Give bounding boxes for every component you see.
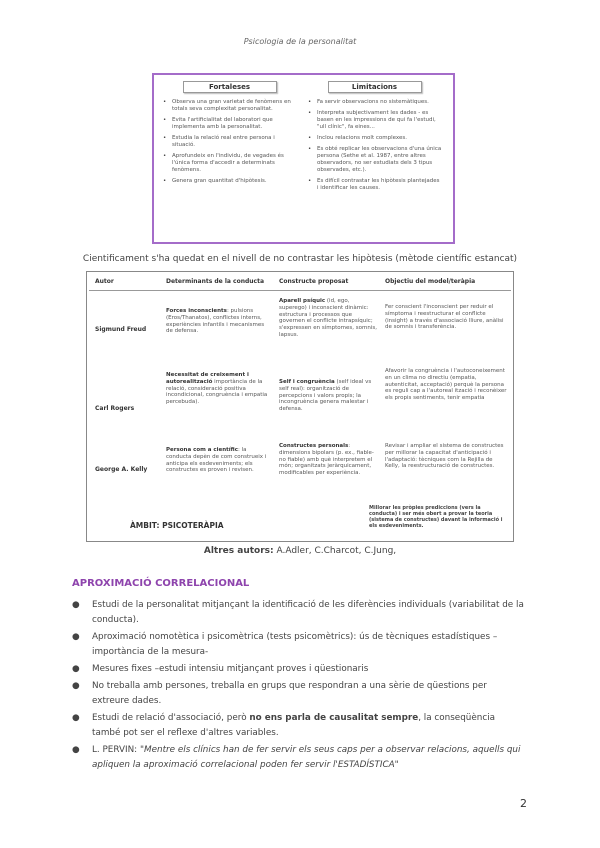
construct-text: : dimensions bipolars (p. ex., fiable-no fiable) amb què interpretem el món; organitzats jeràrquicament, modificables per experiència. — [279, 443, 374, 477]
construct-cell — [279, 443, 379, 477]
strengths-limitations-box — [152, 73, 455, 244]
bullet-text: , la conseqüència també pot ser el reflexe d'altres variables. — [92, 713, 496, 738]
quote-text: "Mentre els clínics han de fer servir els seus caps per a observar relacions, aquells qui apliquen la aproximació correlacional poden fer servir l'ESTADÍSTICA" — [92, 745, 521, 770]
author-rogers: Carl Rogers — [95, 405, 135, 412]
construct-text: (self ideal vs self real): organització de percepcions i valors propis; la incongruència genera malestar i defensa. — [279, 379, 372, 413]
bullet-icon: ● — [72, 632, 80, 642]
objective-cell: Afavorir la congruència i l'autoconeixement en un clima no directiu (empatia, autenticitat, acceptació) perquè la persona es reguli cap a l'autoreal ització i reconèixer els propis sentiments, tenir empatia — [385, 368, 507, 402]
limitation-item: • Es difícil contrastar les hipòtesis plantejades i identificar les causes. — [317, 178, 442, 192]
limitations-title: Limitacions — [328, 81, 422, 93]
bullet-icon: ● — [72, 681, 80, 691]
limitation-item: • Interpreta subjectivament les dades - es basen en les impressions de qui fa l'estudi, "ull clínic", fa eines... — [317, 110, 442, 131]
determinants-key: Persona com a científic — [166, 447, 239, 453]
bullet-icon: ● — [72, 713, 80, 723]
author-kelly: George A. Kelly — [95, 466, 148, 473]
strength-item: • Genera gran quantitat d'hipòtesis. — [172, 178, 297, 185]
bullet-text: Estudi de relació d'associació, però — [92, 713, 250, 723]
bullet-emphasis: no ens parla de causalitat sempre — [249, 713, 419, 723]
bullet-item — [72, 711, 526, 741]
table-note: Millorar les pròpies prediccions (vers la conducta) i ser més obert a provar la teoria (sistema de constructes) davant la informació i els esdeveniments. — [369, 505, 503, 529]
other-authors — [0, 546, 600, 556]
strength-item: • Observa una gran varietat de fenòmens en totals seva complexitat personalitat. — [172, 99, 297, 113]
header-construct: Constructe proposat — [279, 278, 349, 285]
strengths-column — [162, 81, 297, 189]
bullet-item — [72, 679, 526, 709]
correlational-bullets — [72, 598, 526, 775]
caption-scientific: Cientificament s'ha quedat en el nivell de no contrastar les hipòtesis (mètode científic estancat) — [82, 254, 518, 264]
page-header: Psicologia de la personalitat — [243, 37, 357, 46]
bullet-icon: ● — [72, 600, 80, 610]
limitations-column — [307, 81, 442, 196]
construct-key: Constructes personals — [279, 443, 349, 449]
construct-key: Self i congruència — [279, 379, 335, 385]
bullet-text: No treballa amb persones, treballa en grups que respondran a una sèrie de qüestions per extreure dades. — [92, 681, 487, 706]
quote-author: L. PERVIN: — [92, 745, 140, 755]
determinants-cell — [166, 372, 271, 406]
bullet-item — [72, 662, 526, 677]
ambit-label: ÀMBIT: PSICOTERÀPIA — [130, 521, 224, 530]
bullet-item — [72, 743, 526, 773]
construct-cell — [279, 379, 379, 413]
header-author: Autor — [95, 278, 114, 285]
bullet-text: Aproximació nomotètica i psicomètrica (tests psicomètrics): ús de tècniques estadístiques –importància de la mesura- — [92, 632, 498, 657]
strength-item: • Evita l'artificialitat del laboratori que implementa amb la personalitat. — [172, 117, 297, 131]
determinants-cell — [166, 308, 271, 335]
determinants-text: : pulsions (Eros/Thanatos), conflictes interns, experiències infantils i mecanismes de defensa. — [166, 308, 265, 335]
limitation-item: • Es obté replicar les observacions d'una única persona (Sethe et al. 1987, entre altres observadors, no ser estudiats dels 3 tipus observades, etc.). — [317, 146, 442, 174]
determinants-key: Forces inconscients — [166, 308, 227, 314]
objective-cell: Revisar i ampliar el sistema de constructes per millorar la capacitat d'anticipació i l'adaptació: tècniques com la Rejilla de Kelly, la reestructuració de constructes. — [385, 443, 504, 470]
determinants-cell — [166, 447, 271, 474]
limitation-item: • Inclou relacions molt complexes. — [317, 135, 442, 142]
other-authors-text: A.Adler, C.Charcot, C.Jung, — [273, 546, 397, 556]
header-objective: Objectiu del model/teràpia — [385, 278, 476, 285]
bullet-icon: ● — [72, 745, 80, 755]
construct-text: (id, ego, superego) i inconscient dinàmic: estructura i processos que governen el conflicte intrapsíquic; s'expressen en símptomes, somnis, lapsus. — [279, 298, 377, 338]
determinants-text: : la conducta depèn de com construeix i anticipa els esdeveniments; els constructes es proven i revisen. — [166, 447, 267, 474]
bullet-icon: ● — [72, 664, 80, 674]
objective-cell: Fer conscient l'inconscient per reduir el símptoma i reestructurar el conflicte (insight) a través d'associació lliure, anàlisi de somnis i transferència. — [385, 304, 504, 331]
construct-key: Aparell psíquic — [279, 298, 326, 304]
strength-item: • Aprofundeix en l'individu, de vegades és l'única forma d'accedir a determinats fenòmens. — [172, 153, 297, 174]
header-divider — [89, 290, 511, 291]
limitation-item: • Fa servir observacions no sistemàtiques. — [317, 99, 442, 106]
bullet-item — [72, 598, 526, 628]
other-authors-label: Altres autors: — [203, 546, 274, 556]
construct-cell — [279, 298, 379, 339]
bullet-text: Estudi de la personalitat mitjançant la identificació de les diferències individuals (variabilitat de la conducta). — [92, 600, 524, 625]
determinants-key: Necessitat de creixement i autorealització — [166, 372, 249, 385]
strength-item: • Estudia la relació real entre persona i situació. — [172, 135, 297, 149]
bullet-item — [72, 630, 526, 660]
author-freud: Sigmund Freud — [95, 326, 147, 333]
authors-table — [86, 271, 514, 542]
section-title: APROXIMACIÓ CORRELACIONAL — [72, 578, 250, 589]
header-determinants: Determinants de la conducta — [166, 278, 265, 285]
bullet-text: Mesures fixes –estudi intensiu mitjançant proves i qüestionaris — [92, 664, 369, 674]
page-number: 2 — [520, 797, 527, 810]
determinants-text: importància de la relació, consideració positiva incondicional, congruència i empatia percebuda). — [166, 378, 268, 406]
strengths-title: Fortaleses — [183, 81, 277, 93]
